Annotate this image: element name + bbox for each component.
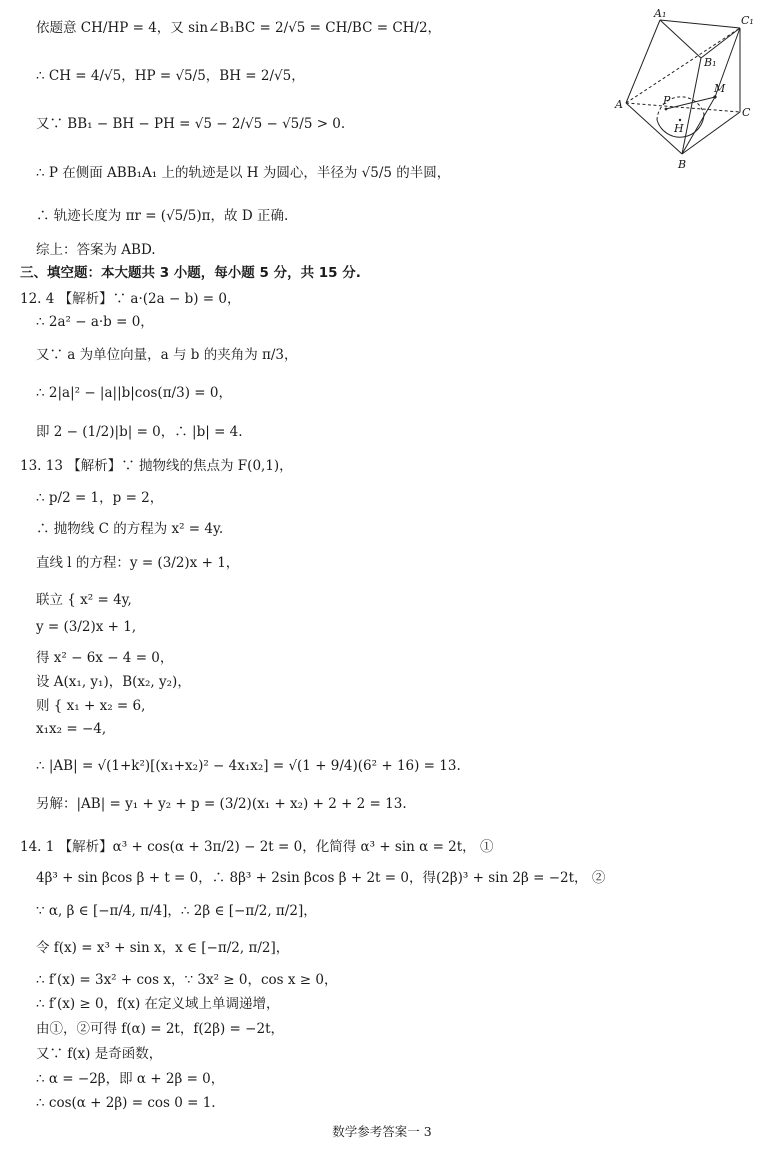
text-line: 又∵ a 为单位向量，a 与 b 的夹角为 π/3，	[36, 347, 298, 363]
label-c1: C₁	[741, 14, 754, 27]
point-p	[665, 108, 668, 111]
text-line: 设 A(x₁, y₁)，B(x₂, y₂)，	[36, 674, 191, 690]
text-line: ∴ CH = 4/√5，HP = √5/5，BH = 2/√5，	[36, 68, 305, 84]
question-12-heading: 12. 4 【解析】∵ a·(2a − b) = 0，	[20, 291, 241, 307]
page-footer: 数学参考答案一 3	[332, 1124, 432, 1139]
text-line: 令 f(x) = x³ + sin x，x ∈ [−π/2, π/2]，	[36, 940, 290, 956]
text-line: 又∵ f(x) 是奇函数，	[36, 1046, 163, 1062]
label-b1: B₁	[704, 56, 717, 69]
text-line: 综上：答案为 ABD.	[36, 242, 156, 258]
point-h	[679, 119, 681, 121]
label-a: A	[615, 98, 623, 111]
text-line: 由①，②可得 f(α) = 2t，f(2β) = −2t，	[36, 1021, 284, 1037]
text-line: ∴ f′(x) = 3x² + cos x，∵ 3x² ≥ 0，cos x ≥ 0，	[36, 972, 338, 988]
text-line: ∴ f′(x) ≥ 0，f(x) 在定义域上单调递增，	[36, 996, 280, 1012]
question-14-heading: 14. 1 【解析】α³ + cos(α + 3π/2) − 2t = 0，化简得 α³ + sin α = 2t， ①	[20, 839, 494, 855]
label-b: B	[678, 158, 687, 171]
text-line: ∴ P 在侧面 ABB₁A₁ 上的轨迹是以 H 为圆心，半径为 √5/5 的半圆，	[36, 165, 451, 181]
label-m: M	[714, 82, 726, 95]
text-line: 即 2 − (1/2)|b| = 0，∴ |b| = 4.	[36, 424, 243, 440]
text-line: y = (3/2)x + 1,	[36, 619, 137, 635]
text-line: x₁x₂ = −4,	[36, 721, 107, 737]
text-line: ∴ |AB| = √(1+k²)[(x₁+x₂)² − 4x₁x₂] = √(1 + 9/4)(6² + 16) = 13.	[36, 758, 461, 774]
prism-figure	[614, 8, 760, 176]
label-a1: A₁	[654, 8, 667, 20]
text-line: 又∵ BB₁ − BH − PH = √5 − 2/√5 − √5/5 > 0.	[36, 116, 346, 132]
text-line: ∴ 抛物线 C 的方程为 x² = 4y.	[36, 521, 224, 537]
text-line: 4β³ + sin βcos β + t = 0，∴ 8β³ + 2sin βcos β + 2t = 0，得(2β)³ + sin 2β = −2t， ②	[36, 870, 606, 886]
text-line: ∴ 轨迹长度为 πr = (√5/5)π，故 D 正确.	[36, 208, 289, 224]
text-line: 另解：|AB| = y₁ + y₂ + p = (3/2)(x₁ + x₂) + 2 + 2 = 13.	[36, 796, 407, 812]
text-line: ∵ α, β ∈ [−π/4, π/4]，∴ 2β ∈ [−π/2, π/2]，	[36, 903, 317, 919]
text-line: ∴ 2a² − a·b = 0，	[36, 314, 154, 330]
text-line: ∴ 2|a|² − |a||b|cos(π/3) = 0，	[36, 385, 232, 401]
label-h: H	[674, 122, 684, 135]
text-line: ∴ cos(α + 2β) = cos 0 = 1.	[36, 1095, 216, 1111]
text-line: 则 { x₁ + x₂ = 6,	[36, 698, 146, 714]
text-line: ∴ α = −2β，即 α + 2β = 0，	[36, 1071, 225, 1087]
question-13-heading: 13. 13 【解析】∵ 抛物线的焦点为 F(0,1)，	[20, 458, 293, 474]
text-line: 联立 { x² = 4y,	[36, 592, 132, 608]
label-c: C	[742, 106, 751, 119]
text-line: 得 x² − 6x − 4 = 0，	[36, 650, 174, 666]
text-line: ∴ p/2 = 1，p = 2，	[36, 490, 164, 506]
text-line: 直线 l 的方程：y = (3/2)x + 1，	[36, 555, 240, 571]
text-line: 依题意 CH/HP = 4，又 sin∠B₁BC = 2/√5 = CH/BC = CH/2，	[36, 20, 442, 36]
section-heading: 三、填空题：本大题共 3 小题，每小题 5 分，共 15 分.	[20, 265, 361, 281]
point-m	[713, 95, 716, 98]
label-p: P	[663, 94, 671, 107]
